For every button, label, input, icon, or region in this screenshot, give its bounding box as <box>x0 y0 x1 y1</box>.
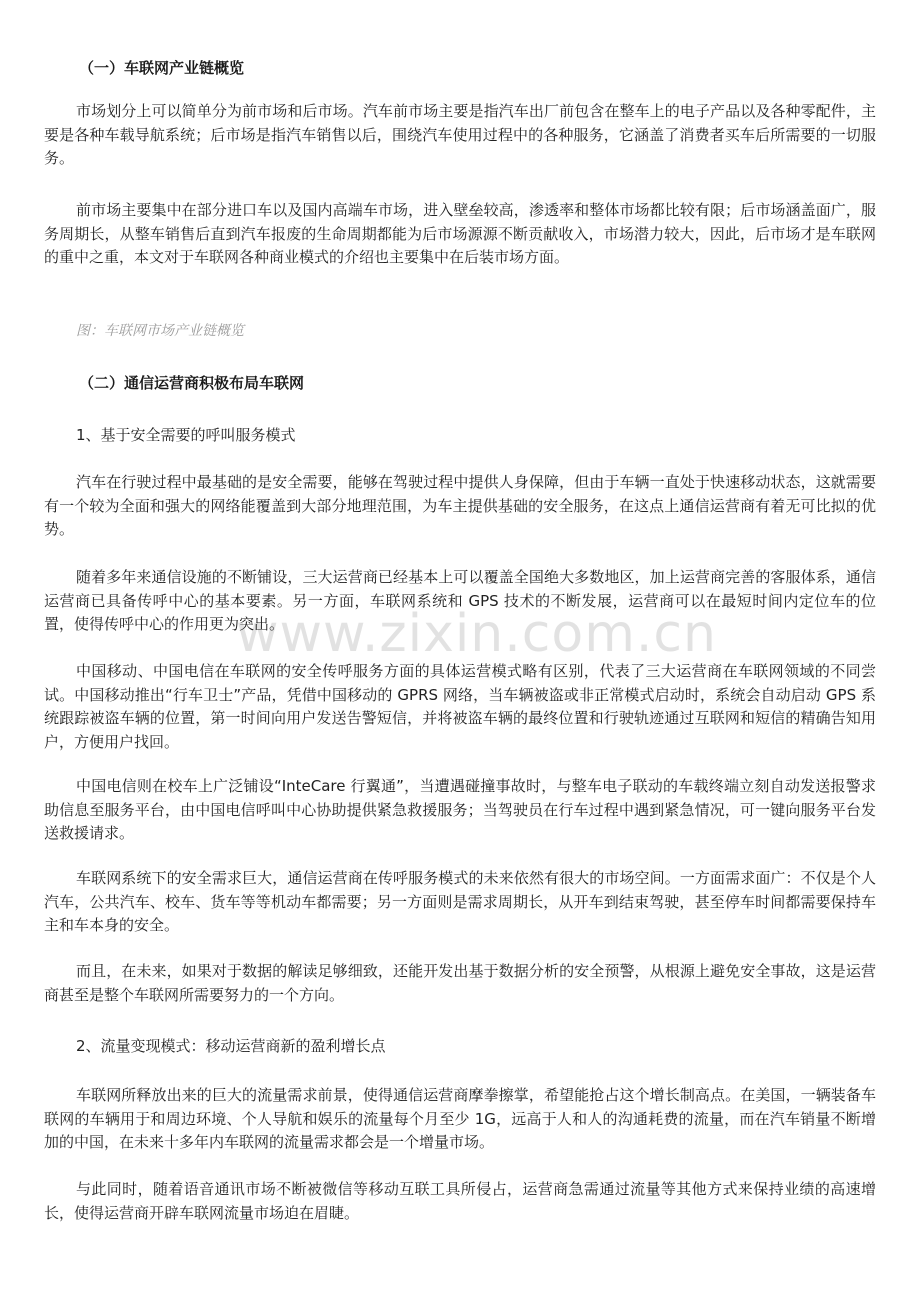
subsection-heading-2: 2、流量变现模式：移动运营商新的盈利增长点 <box>76 1037 386 1055</box>
section-heading-1: （一）车联网产业链概览 <box>79 59 245 77</box>
subsection-heading-1: 1、基于安全需要的呼叫服务模式 <box>76 426 296 444</box>
section-heading-2: （二）通信运营商积极布局车联网 <box>79 374 305 392</box>
paragraph-4: 随着多年来通信设施的不断铺设，三大运营商已经基本上可以覆盖全国绝大多数地区，加上运营商完善的客服体系，通信运营商已具备传呼中心的基本要素。另一方面，车联网系统和 GPS 技术的不断发展，运营商可以在最短时间内定位车的位置，使得传呼中心的作用更为突出。 <box>44 568 876 633</box>
paragraph-1: 市场划分上可以简单分为前市场和后市场。汽车前市场主要是指汽车出厂前包含在整车上的电子产品以及各种零配件，主要是各种车载导航系统；后市场是指汽车销售以后，围绕汽车使用过程中的各种服务，它涵盖了消费者买车后所需要的一切服务。 <box>44 102 876 167</box>
paragraph-3: 汽车在行驶过程中最基础的是安全需要，能够在驾驶过程中提供人身保障，但由于车辆一直处于快速移动状态，这就需要有一个较为全面和强大的网络能覆盖到大部分地理范围，为车主提供基础的安全服务，在这点上通信运营商有着无可比拟的优势。 <box>44 473 876 538</box>
paragraph-10: 与此同时，随着语音通讯市场不断被微信等移动互联工具所侵占，运营商急需通过流量等其他方式来保持业绩的高速增长，使得运营商开辟车联网流量市场迫在眉睫。 <box>44 1180 876 1222</box>
figure-caption: 图：车联网市场产业链概览 <box>76 323 244 339</box>
paragraph-6: 中国电信则在校车上广泛铺设“InteCare 行翼通”，当遭遇碰撞事故时，与整车电子联动的车载终端立刻自动发送报警求助信息至服务平台，由中国电信呼叫中心协助提供紧急救援服务；当驾驶员在行车过程中遇到紧急情况，可一键向服务平台发送救援请求。 <box>44 777 876 842</box>
watermark: www.zixin.com.cn <box>236 604 717 664</box>
paragraph-7: 车联网系统下的安全需求巨大，通信运营商在传呼服务模式的未来依然有很大的市场空间。一方面需求面广：不仅是个人汽车，公共汽车、校车、货车等等机动车都需要；另一方面则是需求周期长，从开车到结束驾驶，甚至停车时间都需要保持车主和车本身的安全。 <box>44 869 876 934</box>
paragraph-9: 车联网所释放出来的巨大的流量需求前景，使得通信运营商摩拳擦掌，希望能抢占这个增长制高点。在美国，一辆装备车联网的车辆用于和周边环境、个人导航和娱乐的流量每个月至少 1G，远高于人和人的沟通耗费的流量，而在汽车销量不断增加的中国，在未来十多年内车联网的流量需求都会是一个增量市场。 <box>44 1086 876 1151</box>
paragraph-5: 中国移动、中国电信在车联网的安全传呼服务方面的具体运营模式略有区别，代表了三大运营商在车联网领域的不同尝试。中国移动推出“行车卫士”产品，凭借中国移动的 GPRS 网络，当车辆被盗或非正常模式启动时，系统会自动启动 GPS 系统跟踪被盗车辆的位置，第一时间向用户发送告警短信，并将被盗车辆的最终位置和行驶轨迹通过互联网和短信的精确告知用户，方便用户找回。 <box>44 662 876 751</box>
paragraph-2: 前市场主要集中在部分进口车以及国内高端车市场，进入壁垒较高，渗透率和整体市场都比较有限；后市场涵盖面广，服务周期长，从整车销售后直到汽车报废的生命周期都能为后市场源源不断贡献收入，市场潜力较大，因此，后市场才是车联网的重中之重，本文对于车联网各种商业模式的介绍也主要集中在后装市场方面。 <box>44 201 876 266</box>
paragraph-8: 而且，在未来，如果对于数据的解读足够细致，还能开发出基于数据分析的安全预警，从根源上避免安全事故，这是运营商甚至是整个车联网所需要努力的一个方向。 <box>44 962 876 1004</box>
